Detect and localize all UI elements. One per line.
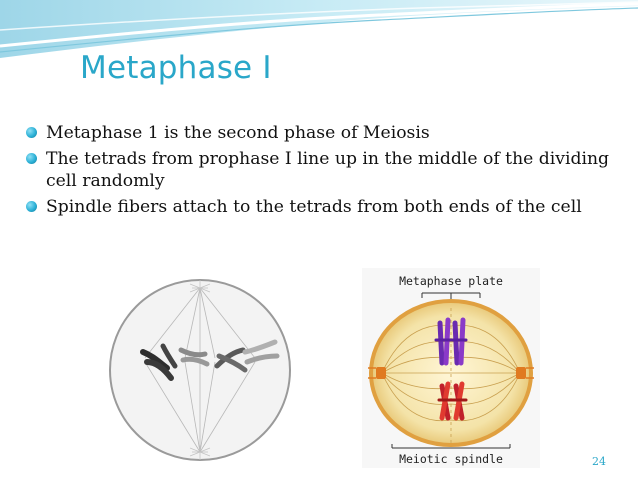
bullet-dot-icon xyxy=(26,127,37,138)
meiotic-spindle-label: Meiotic spindle xyxy=(399,452,503,466)
bullet-item xyxy=(26,122,626,144)
slide-title: Metaphase I xyxy=(80,50,272,86)
bullet-list xyxy=(26,122,626,222)
metaphase-plate-label: Metaphase plate xyxy=(399,274,503,288)
bullet-text: Metaphase 1 is the second phase of Meiosis xyxy=(46,123,430,143)
page-number: 24 xyxy=(592,455,606,468)
bullet-text: The tetrads from prophase I line up in the middle of the dividing cell randomly xyxy=(46,149,610,191)
bullet-dot-icon xyxy=(26,201,37,212)
bullet-item xyxy=(26,196,626,218)
metaphase-cell-illustration xyxy=(105,270,295,470)
bullet-item xyxy=(26,148,626,192)
meiotic-spindle-diagram xyxy=(362,268,540,468)
bullet-dot-icon xyxy=(26,153,37,164)
bullet-text: Spindle fibers attach to the tetrads from both ends of the cell xyxy=(46,197,582,217)
